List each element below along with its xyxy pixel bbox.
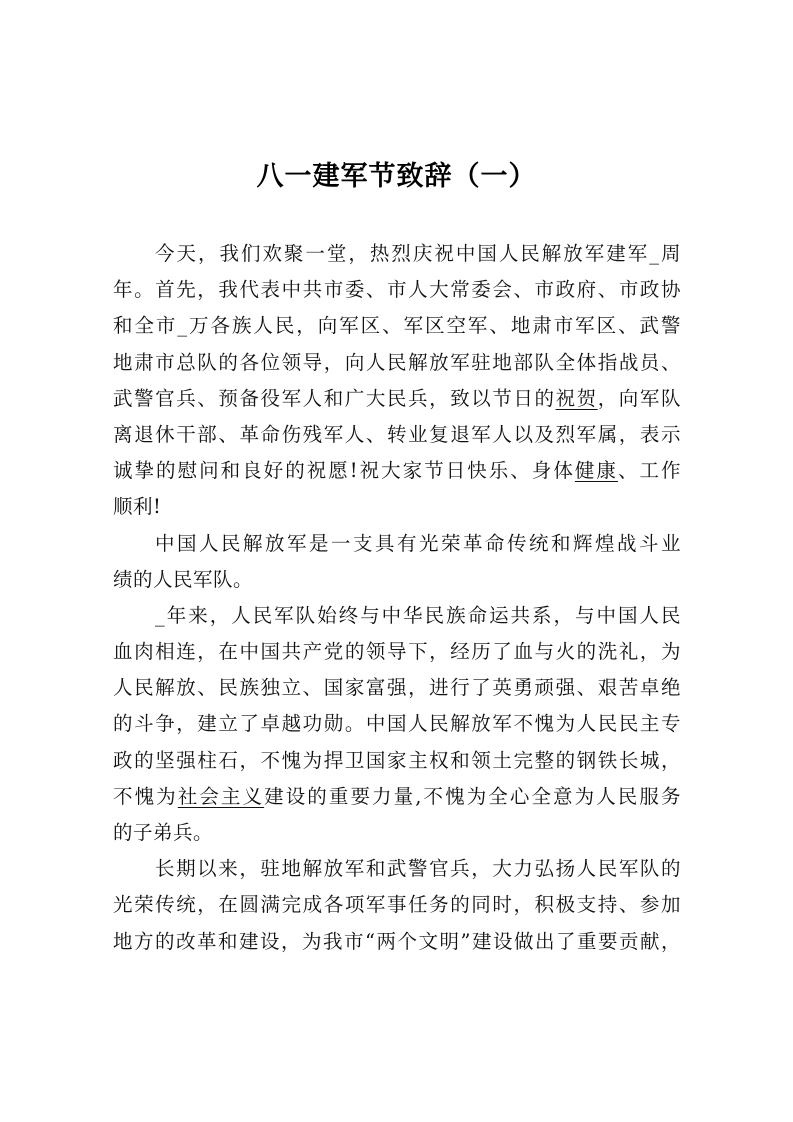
text-line <box>113 779 681 815</box>
text-line <box>113 887 681 923</box>
text-segment: 离退休干部、革命伤残军人、转业复退军人以及烈军属，表示 <box>113 422 681 446</box>
text-line <box>113 489 681 525</box>
text-segment: _年来，人民军队始终与中华民族命运共系，与中国人民 <box>155 603 681 627</box>
text-segment: 不愧为 <box>113 784 178 808</box>
document-title: 八一建军节致辞（一） <box>256 161 537 192</box>
text-segment: 的斗争，建立了卓越功勋。中国人民解放军不愧为人民民主专 <box>113 712 681 736</box>
paragraph <box>113 598 681 851</box>
text-segment: 和全市_万各族人民，向军区、军区空军、地肃市军区、武警 <box>113 314 681 338</box>
text-line <box>113 453 681 489</box>
text-line <box>113 526 681 562</box>
text-segment: 中国人民解放军是一支具有光荣革命传统和辉煌战斗业 <box>155 531 681 555</box>
text-segment: 地方的改革和建设，为我市“两个文明”建设做出了重要贡献， <box>113 929 681 953</box>
text-segment: 顺利! <box>113 495 162 519</box>
text-segment: 光荣传统，在圆满完成各项军事任务的同时，积极支持、参加 <box>113 893 681 917</box>
text-segment: 诚挚的慰问和良好的祝愿!祝大家节日快乐、身体 <box>113 459 575 483</box>
text-line <box>113 236 681 272</box>
text-segment: 的子弟兵。 <box>113 821 214 844</box>
text-segment: 长期以来，驻地解放军和武警官兵，大力弘扬人民军队的 <box>155 857 681 881</box>
underlined-text: 社会主义 <box>177 784 265 808</box>
paragraph <box>113 236 681 526</box>
text-line <box>113 562 681 598</box>
text-segment: 绩的人民军队。 <box>113 567 254 591</box>
text-line <box>113 924 681 960</box>
text-segment: 、工作 <box>617 459 681 483</box>
text-line <box>113 272 681 308</box>
underlined-text: 健康 <box>574 459 618 483</box>
text-line <box>113 706 681 742</box>
document-body <box>113 236 681 960</box>
text-line <box>113 417 681 453</box>
text-segment: 建设的重要力量,不愧为全心全意为人民服务 <box>264 784 681 808</box>
text-segment: 人民解放、民族独立、国家富强，进行了英勇顽强、艰苦卓绝 <box>113 676 681 700</box>
text-segment: 血肉相连，在中国共产党的领导下，经历了血与火的洗礼，为 <box>113 640 681 664</box>
text-line <box>113 345 681 381</box>
text-line <box>113 381 681 417</box>
text-line <box>113 308 681 344</box>
text-segment: 武警官兵、预备役军人和广大民兵，致以节日的 <box>113 386 556 410</box>
text-segment: 年。首先，我代表中共市委、市人大常委会、市政府、市政协 <box>113 278 681 302</box>
underlined-text: 祝贺 <box>555 386 598 410</box>
text-line <box>113 815 681 851</box>
text-line <box>113 634 681 670</box>
text-line <box>113 743 681 779</box>
paragraph <box>113 526 681 598</box>
text-segment: 地肃市总队的各位领导，向人民解放军驻地部队全体指战员、 <box>113 350 681 374</box>
text-segment: ，向军队 <box>597 386 681 410</box>
text-line <box>113 598 681 634</box>
paragraph <box>113 851 681 960</box>
text-line <box>113 851 681 887</box>
text-segment: 政的坚强柱石，不愧为捍卫国家主权和领土完整的钢铁长城， <box>113 748 681 772</box>
text-line <box>113 670 681 706</box>
text-segment: 今天，我们欢聚一堂，热烈庆祝中国人民解放军建军_周 <box>155 242 681 265</box>
